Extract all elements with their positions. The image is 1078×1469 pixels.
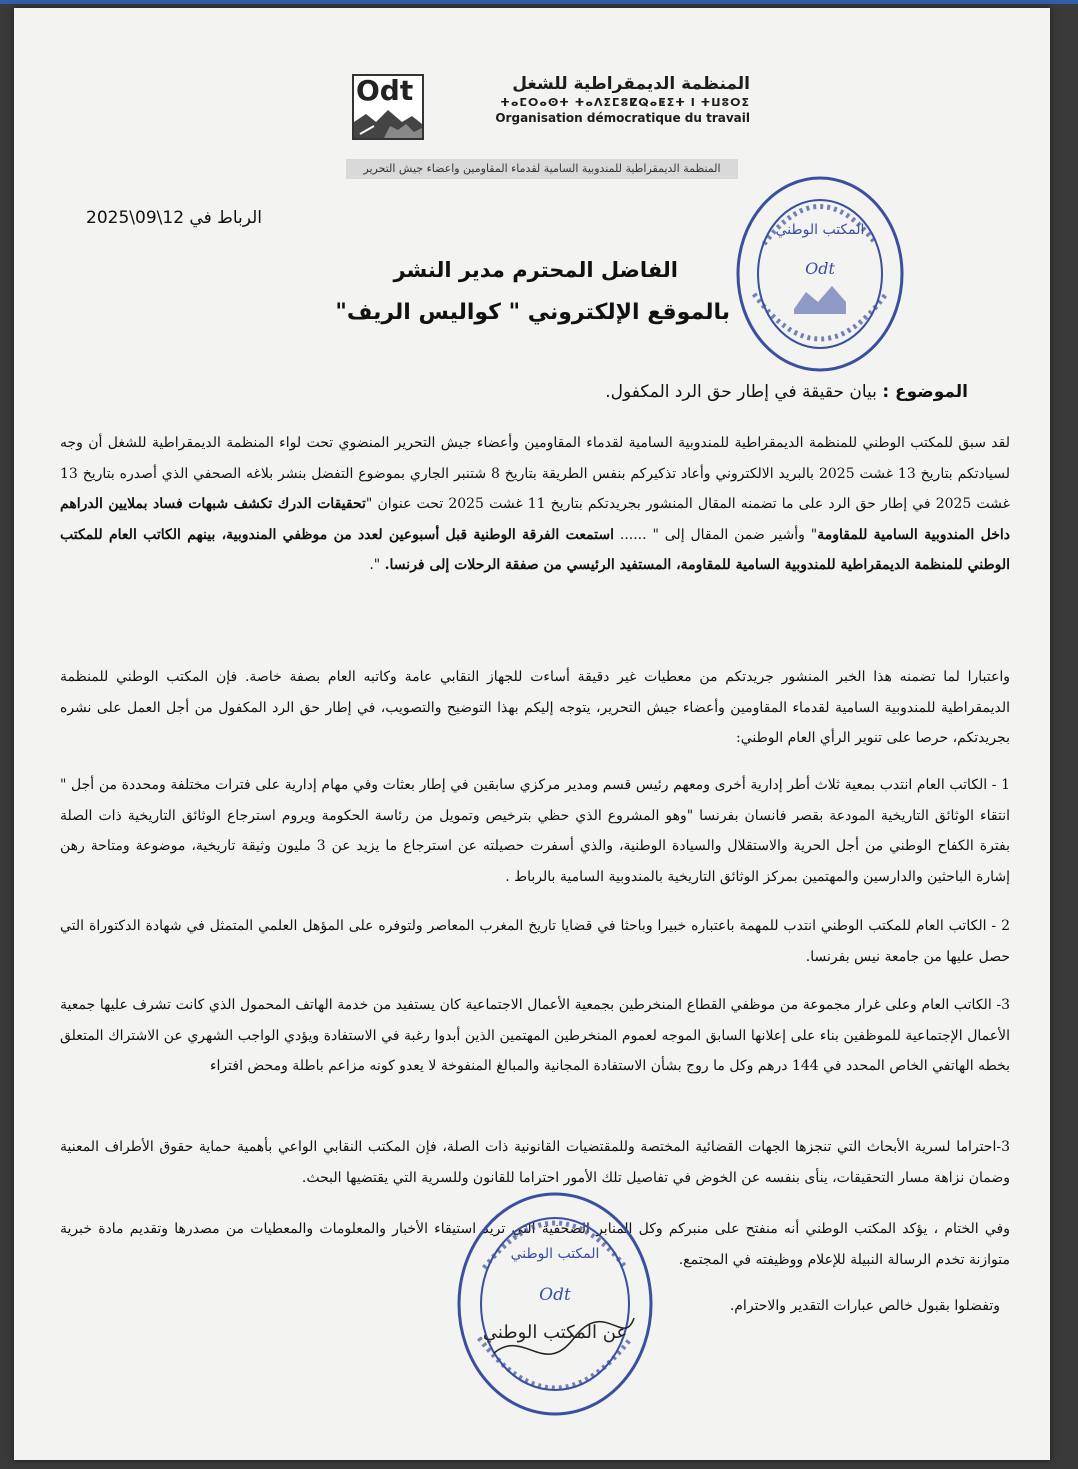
org-name-french: Organisation démocratique du travail xyxy=(495,111,750,125)
logo-text: Odt xyxy=(356,74,414,107)
document-page xyxy=(14,8,1050,1460)
paragraph-point-2: 2 - الكاتب العام للمكتب الوطني انتدب للمهمة باعتباره خبيرا وباحثا في قضايا تاريخ المغرب المعاصر ولتوفره على المؤهل العلمي المتمثل في شهادة الدكتوراة التي حصل عليها من جامعة نيس بفرنسا. xyxy=(60,918,1010,965)
article-quote: استمعت الفرقة الوطنية قبل أسبوعين لعدد من موظفي المندوبية، بينهم الكاتب العام للمكتب الوطني للمنظمة الديمقراطية للمندوبية السامية للمقاومة، المستفيد الرئيسي من صفقة الرحلات إلى فرنسا. xyxy=(60,526,1010,573)
paragraph-point-3: 3- الكاتب العام وعلى غرار مجموعة من موظفي القطاع المنخرطين بجمعية الأعمال الاجتماعية كان يستفيد من خدمة الهاتف المحمول الذي كانت تشرف عليها جمعية الأعمال الإجتماعية للموظفين بناء على إعلانها السابق الموجه لعموم المنخرطين المهتمين الذين أبدوا رغبة في الاستفادة ويؤدي الواجب الشهري عن الاشتراك المتعلق بخطه الهاتفي الخاص المحدد في 144 درهم وكل ما روج بشأن الاستفادة المجانية والمبالغ المنفوخة لا يعدو كونه مزاعم باطلة ومحض افتراء xyxy=(60,997,1010,1074)
paragraph-intro-text: لقد سبق للمكتب الوطني للمنظمة الديمقراطية للمندوبية السامية لقدماء المقاومين وأعضاء جيش التحرير المنضوي تحت لواء المنظمة الديمقراطية للشغل أن وجه لسيادتكم بتاريخ 13 غشت 2025 بالبريد الالكتروني وأعاد تذكيركم بنفس الطريقة بتاريخ 8 شتنبر الجاري بموضوع التفضل بنشر بلاغه الصحفي الذي أصدره بتاريخ 13 غشت 2025 في إطار حق الرد على ما تضمنه المقال المنشور بجريدتكم بتاريخ 11 غشت 2025 تحت عنوان " xyxy=(60,435,1011,512)
paragraph-conclusion: وفي الختام ، يؤكد المكتب الوطني أنه منفتح على منبركم وكل المنابر الصحفية التي تريد استيقاء الأخبار والمعلومات والمعطيات من مصدرها وتقديم مادة خبرية متوازنة تخدم الرسالة النبيلة للإعلام ووظيفته في المجتمع. xyxy=(60,1221,1010,1268)
paragraph-point-1: 1 - الكاتب العام انتدب بمعية ثلاث أطر إدارية أخرى ومعهم رئيس قسم ومدير مركزي سابقين في إطار بعثات وفي مهام إدارية على فترات مختلفة ومحددة من أجل " انتقاء الوثائق التاريخية المودعة بقصر فانسان بفرنسا "وهو المشروع الذي حظي بترخيص وتمويل من رئاسة الحكومة ويروم استرجاع الوثائق التاريخية ذات الصلة بفترة الكفاح الوطني من أجل الحرية والاستقلال والسيادة الوطنية، والذي أسفرت حصيلته عن استرجاع ما يزيد عن 3 مليون وثيقة تاريخية، موضوعة ومتاحة رهن إشارة الباحثين والدارسين والمهتمين بمركز الوثائق التاريخية بالمندوبية السامية بالرباط . xyxy=(60,777,1011,885)
odt-logo xyxy=(352,74,424,140)
recipient-line-1: الفاضل المحترم مدير النشر xyxy=(393,258,678,282)
signature-stamp-center: المكتب الوطني xyxy=(510,1246,600,1262)
top-bar xyxy=(0,0,1078,4)
org-header xyxy=(495,74,750,125)
subject-text: بيان حقيقة في إطار حق الرد المكفول. xyxy=(605,382,877,402)
recipient-line-2: بالموقع الإلكتروني " كواليس الريف" xyxy=(335,300,730,325)
logo-mountain-icon xyxy=(354,108,422,138)
official-stamp-icon xyxy=(734,174,906,374)
subject-line xyxy=(605,382,968,402)
paragraph-intro-text-2: " وأشير ضمن المقال إلى " ...... xyxy=(614,526,818,543)
document-date: الرباط في 12\09\2025 xyxy=(86,208,263,228)
paragraph-point-4: 3-احتراما لسرية الأبحاث التي تنجزها الجهات القضائية المختصة وللمقتضيات القانونية ذات الصلة، فإن المكتب النقابي الواعي بأهمية حماية حقوق الأطراف المعنية وضمان نزاهة مسار التحقيقات، ينأى بنفسه عن الخوض في تفاصيل تلك الأمور احتراما للقانون وللسرية التي يقتضيها البحث. xyxy=(60,1139,1010,1186)
article-title: تحقيقات الدرك تكشف شبهات فساد بملايين الدراهم داخل المندوبية السامية للمقاومة xyxy=(60,496,1010,543)
paragraph-intro xyxy=(60,428,1010,581)
stamp-center-text: المكتب الوطني xyxy=(775,222,865,238)
signature-text: عن المكتب الوطني xyxy=(482,1322,628,1343)
paragraph-intro-text-3: ". xyxy=(369,557,385,573)
stamp-logo-text: Odt xyxy=(805,259,835,278)
paragraph-2: واعتبارا لما تضمنه هذا الخبر المنشور جريدتكم من معطيات غير دقيقة أساءت للجهاز النقابي عامة وكاتبه العام بصفة خاصة. فإن المكتب الوطني للمنظمة الديمقراطية للمندوبية السامية لقدماء المقاومين وأعضاء جيش التحرير، يتوجه إليكم بهذا التوضيح والتصويب، في إطار حق الرد المكفول من أجل العمل على نشره بجريدتكم، حرصا على تنوير الرأي العام الوطني: xyxy=(60,669,1011,746)
sub-organization-banner: المنظمة الديمقراطية للمندوبية السامية لقدماء المقاومين واعضاء جيش التحرير xyxy=(346,159,738,179)
org-name-tifinagh: ⵜⴰⵎⵔⴰⵙⵜ ⵜⴰⴷⵉⵎⵓⵇⵕⴰⵟⵉⵜ ⵏ ⵜⵡⵓⵔⵉ xyxy=(500,96,750,109)
subject-label: الموضوع : xyxy=(882,382,968,402)
signature-stamp-logo: Odt xyxy=(539,1285,571,1305)
org-name-arabic: المنظمة الديمقراطية للشغل xyxy=(512,74,750,94)
signature-stamp-icon xyxy=(454,1188,656,1420)
closing-line: وتفضلوا بقبول خالص عبارات التقدير والاحترام. xyxy=(729,1298,1000,1314)
